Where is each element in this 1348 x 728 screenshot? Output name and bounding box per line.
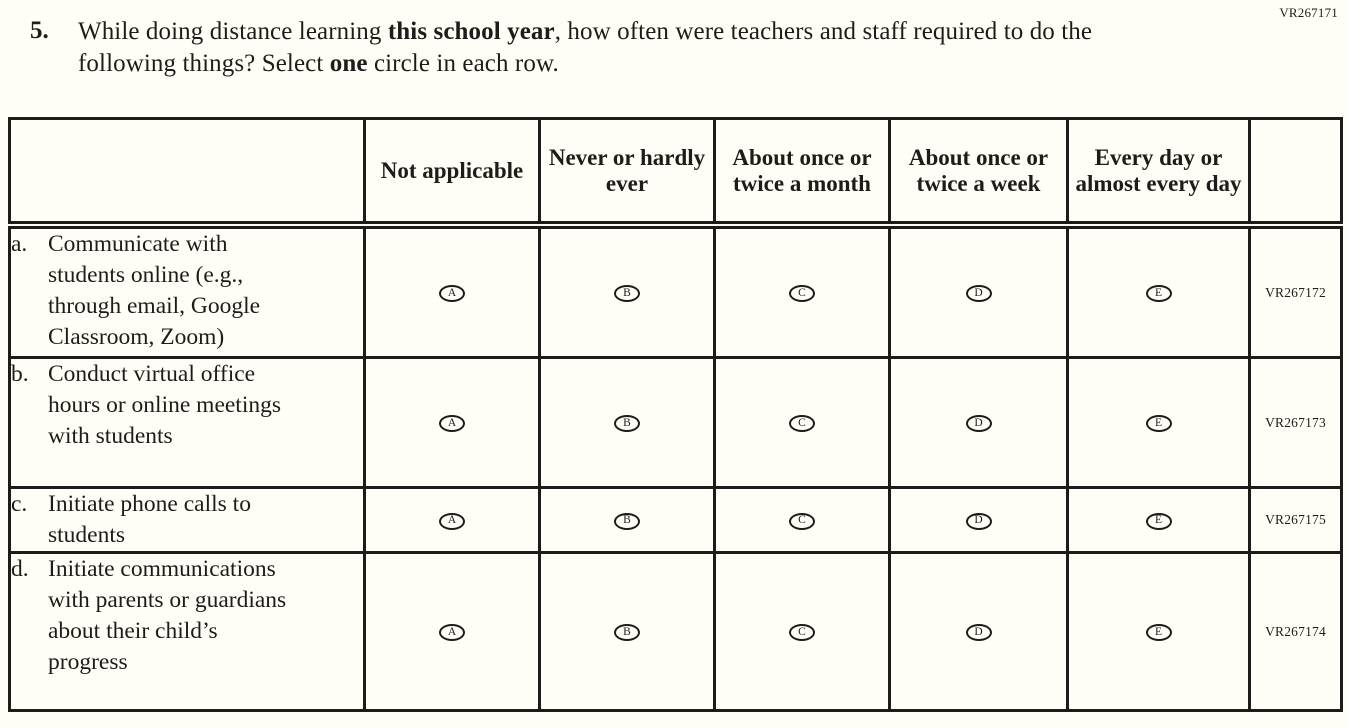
question-text (78, 16, 1133, 80)
question-text-segment: circle in each row. (367, 50, 559, 77)
table-row-c (10, 488, 1342, 553)
option-cell (1068, 225, 1250, 358)
option-bubble-d[interactable]: D (966, 513, 992, 530)
item-cell-d (10, 553, 365, 711)
option-bubble-a[interactable]: A (439, 285, 465, 302)
header-not-applicable: Not applicable (365, 119, 540, 226)
option-cell (540, 225, 715, 358)
table-row-b (10, 358, 1342, 488)
row-code: VR267172 (1250, 225, 1342, 358)
question-text-bold-this-school-year: this school year (387, 18, 555, 45)
option-bubble-e[interactable]: E (1146, 285, 1172, 302)
option-bubble-d[interactable]: D (966, 415, 992, 432)
option-bubble-a[interactable]: A (439, 415, 465, 432)
item-label: Conduct virtual office hours or online meetings with students (48, 361, 282, 449)
header-code-column (1250, 119, 1342, 226)
option-cell (540, 358, 715, 488)
option-cell (1068, 358, 1250, 488)
header-items-column (10, 119, 365, 226)
option-cell (1068, 488, 1250, 553)
option-bubble-b[interactable]: B (614, 513, 640, 530)
option-cell (715, 358, 890, 488)
option-cell (715, 488, 890, 553)
item-letter: a. (11, 231, 28, 257)
item-cell-b (10, 358, 365, 488)
survey-table (8, 117, 1343, 712)
option-bubble-d[interactable]: D (966, 285, 992, 302)
option-bubble-e[interactable]: E (1146, 415, 1172, 432)
option-cell (365, 358, 540, 488)
option-cell (540, 553, 715, 711)
option-cell (890, 488, 1068, 553)
option-cell (365, 553, 540, 711)
header-row (10, 119, 1342, 226)
option-bubble-b[interactable]: B (614, 624, 640, 641)
item-cell-a (10, 225, 365, 358)
row-code: VR267174 (1250, 553, 1342, 711)
option-bubble-a[interactable]: A (439, 624, 465, 641)
header-never-hardly-ever: Never or hardly ever (540, 119, 715, 226)
option-cell (890, 225, 1068, 358)
option-bubble-e[interactable]: E (1146, 624, 1172, 641)
item-label: Initiate communications with parents or guardians about their child’s progress (48, 556, 287, 675)
question-number: 5. (30, 17, 49, 44)
row-code: VR267175 (1250, 488, 1342, 553)
option-bubble-c[interactable]: C (789, 415, 815, 432)
option-cell (890, 553, 1068, 711)
row-code: VR267173 (1250, 358, 1342, 488)
option-bubble-e[interactable]: E (1146, 513, 1172, 530)
option-cell (715, 553, 890, 711)
option-bubble-c[interactable]: C (789, 285, 815, 302)
table-row-a (10, 225, 1342, 358)
header-once-twice-month: About once or twice a month (715, 119, 890, 226)
question-text-segment: While doing distance learning (78, 18, 388, 45)
question-text-bold-one: one (329, 50, 368, 77)
option-cell (365, 225, 540, 358)
option-bubble-d[interactable]: D (966, 624, 992, 641)
option-bubble-a[interactable]: A (439, 513, 465, 530)
form-code: VR267171 (1279, 5, 1338, 20)
table-row-d (10, 553, 1342, 711)
header-once-twice-week: About once or twice a week (890, 119, 1068, 226)
option-bubble-c[interactable]: C (789, 513, 815, 530)
item-label: Initiate phone calls to students (48, 491, 251, 548)
option-cell (365, 488, 540, 553)
option-cell (1068, 553, 1250, 711)
question-block (30, 16, 1170, 80)
option-cell (540, 488, 715, 553)
item-letter: c. (11, 491, 28, 517)
item-letter: d. (11, 556, 29, 582)
option-bubble-c[interactable]: C (789, 624, 815, 641)
header-every-day: Every day or almost every day (1068, 119, 1250, 226)
option-bubble-b[interactable]: B (614, 415, 640, 432)
item-letter: b. (11, 361, 29, 387)
question-text-segment: , how often were teachers and staff required to do the following things? Select (78, 18, 1093, 77)
item-cell-c (10, 488, 365, 553)
option-bubble-b[interactable]: B (614, 285, 640, 302)
item-label: Communicate with students online (e.g., through email, Google Classroom, Zoom) (48, 231, 261, 350)
option-cell (890, 358, 1068, 488)
option-cell (715, 225, 890, 358)
